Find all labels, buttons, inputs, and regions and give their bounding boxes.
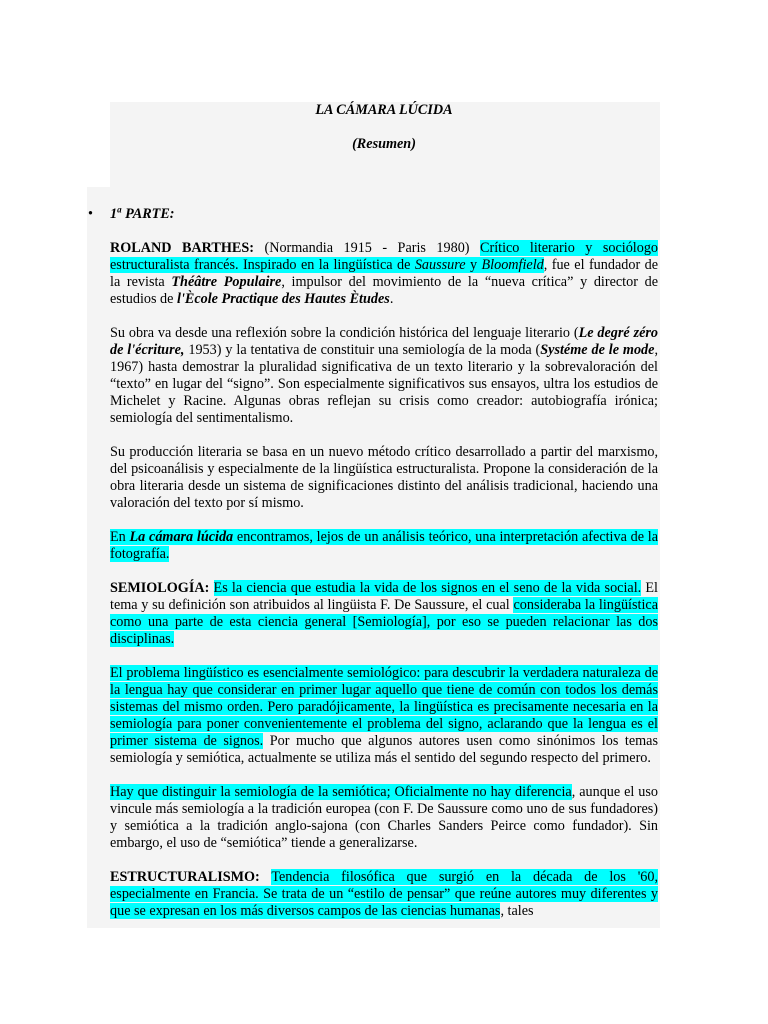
highlight: Bloomfield xyxy=(481,257,544,273)
document-body xyxy=(88,102,659,920)
section-heading-part-1: • 1$^a$ PARTE: xyxy=(88,204,175,222)
highlight: consideraba la lingüística como una parte de esta ciencia general [Semiología], por eso se pueden relacionar las dos disciplinas. xyxy=(110,597,658,647)
highlight: Hay que distinguir la semiología de la semiótica; Oficialmente no hay diferencia xyxy=(110,784,572,800)
paragraph-estructuralismo: ESTRUCTURALISMO: Tendencia filosófica que surgió en la década de los '60, especialmente en Francia. Se trata de un “estilo de pensar” que reúne autores muy diferentes y que se expresan en los más diversos campos de las ciencias humanas, tales xyxy=(110,869,658,919)
paragraph-produccion: Su producción literaria se basa en un nuevo método crítico desarrollado a partir del marxismo, del psicoanálisis y especialmente de la lingüística estructuralista. Propone la consideración de la obra literaria desde un sistema de significaciones distinto del análisis tradicional, haciendo una valoración del texto por sí mismo. xyxy=(110,444,658,511)
paragraph-problema-linguistico: El problema lingüístico es esencialmente semiológico: para descubrir la verdadera naturaleza de la lengua hay que considerar en primer lugar aquello que tiene de común con todos los demás sistemas del mismo orden. Pero paradójicamente, la lingüística es precisamente necesaria en la semiología para poner convenientemente el problema del signo, aclarando que la lengua es el primer sistema de signos. Por mucho que algunos autores usen como sinónimos los temas semiología y semiótica, actualmente se utiliza más el sentido del segundo respecto del primero. xyxy=(110,665,658,766)
term-estructuralismo: ESTRUCTURALISMO: xyxy=(110,869,260,885)
paragraph-camara-lucida: En La cámara lúcida encontramos, lejos de un análisis teórico, una interpretación afectiva de la fotografía. xyxy=(110,529,659,562)
term-semiologia: SEMIOLOGÍA: xyxy=(110,580,210,596)
paragraph-semiologia: SEMIOLOGÍA: Es la ciencia que estudia la vida de los signos en el seno de la vida social. El tema y su definición son atribuidos al lingüista F. De Saussure, el cual consideraba la lingüística como una parte de esta ciencia general [Semiología], por eso se pueden relacionar las dos disciplinas. xyxy=(110,580,658,647)
bullet-icon: • xyxy=(88,206,93,222)
highlight: El problema lingüístico es esencialmente semiológico: para descubrir la verdadera naturaleza de la lengua hay que considerar en primer lugar aquello que tiene de común con todos los demás sistemas del mismo orden. Pero paradójicamente, la lingüística es precisamente necesaria en la semiología para poner convenientemente el problema del signo, aclarando que la lengua es el primer sistema de signos. xyxy=(110,665,658,749)
paragraph-roland-barthes: ROLAND BARTHES: (Normandia 1915 - Paris 1980) Crítico literario y sociólogo estructuralista francés. Inspirado en la lingüística de Saussure y Bloomfield, fue el fundador de la revista Théâtre Populaire, impulsor del movimiento de la “nueva crítica” y director de estudios de l'Ècole Practique des Hautes Ètudes. xyxy=(110,240,659,307)
document-title: LA CÁMARA LÚCIDA xyxy=(315,102,453,118)
term-roland-barthes: ROLAND BARTHES: xyxy=(110,240,254,256)
highlight: Es la ciencia que estudia la vida de los signos en el seno de la vida social. xyxy=(213,580,642,596)
document-subtitle: (Resumen) xyxy=(352,136,416,152)
highlight: Saussure xyxy=(414,257,466,273)
paragraph-obra: Su obra va desde una reflexión sobre la condición histórica del lenguaje literario (Le degré zéro de l'écriture, 1953) y la tentativa de constituir una semiología de la moda (Systéme de le mode, 1967) hasta demostrar la pluralidad significativa de un texto literario y la sobrevaloración del “texto” en lugar del “signo”. Son especialmente significativos sus ensayos, ultra los estudios de Michelet y Racine. Algunas obras reflejan su crisis como creador: autobiografía irónica; semiología del sentimentalismo. xyxy=(110,325,659,426)
page-background-margin xyxy=(87,187,111,928)
highlight: Crítico literario y sociólogo estructuralista francés. Inspirado en la lingüística de xyxy=(110,240,659,273)
highlight: Tendencia filosófica que surgió en la década de los '60, especialmente en Francia. Se trata de un “estilo de pensar” que reúne autores muy diferentes y que se expresan en los más diversos campos de las ciencias humanas xyxy=(110,869,658,919)
paragraph-semiotica: Hay que distinguir la semiología de la semiótica; Oficialmente no hay diferencia, aunque el uso vincule más semiología a la tradición europea (con F. De Saussure como uno de sus fundadores) y semiótica a la tradición anglo-sajona (con Charles Sanders Peirce como fundador). Sin embargo, el uso de “semiótica” tiende a generalizarse. xyxy=(110,784,658,851)
